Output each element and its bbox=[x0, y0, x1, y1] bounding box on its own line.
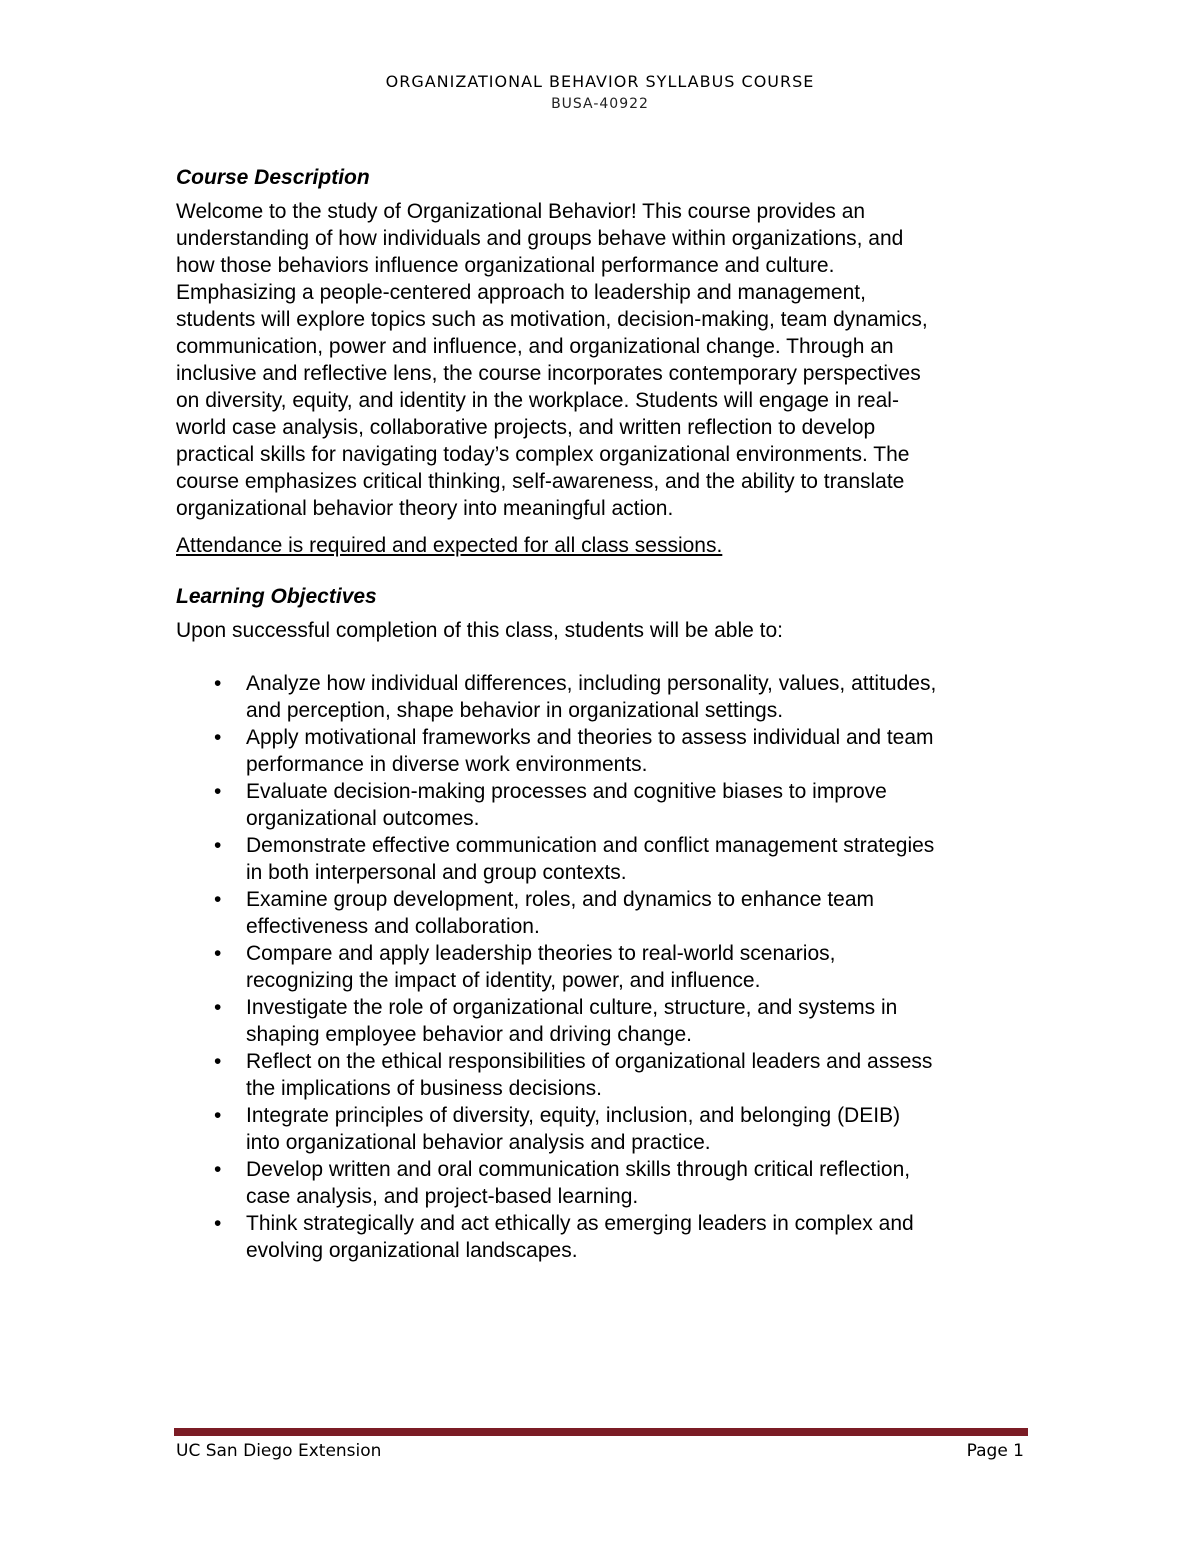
objective-line: Investigate the role of organizational culture, structure, and systems in bbox=[246, 996, 898, 1019]
objective-line: in both interpersonal and group contexts. bbox=[246, 861, 627, 884]
description-line: course emphasizes critical thinking, self-awareness, and the ability to translate bbox=[176, 470, 905, 493]
page-number: Page 1 bbox=[966, 1441, 1024, 1461]
objective-line: Apply motivational frameworks and theories to assess individual and team bbox=[246, 726, 934, 749]
description-line: understanding of how individuals and groups behave within organizations, and bbox=[176, 227, 904, 250]
bullet-icon: • bbox=[214, 834, 222, 857]
description-line: inclusive and reflective lens, the course incorporates contemporary perspectives bbox=[176, 362, 921, 385]
page-header bbox=[0, 71, 1200, 115]
description-line: on diversity, equity, and identity in the workplace. Students will engage in real- bbox=[176, 389, 899, 412]
description-line: Welcome to the study of Organizational Behavior! This course provides an bbox=[176, 200, 866, 223]
objective-item bbox=[176, 724, 1036, 778]
description-line: practical skills for navigating today’s complex organizational environments. The bbox=[176, 443, 910, 466]
attendance-notice: Attendance is required and expected for all class sessions. bbox=[176, 534, 723, 557]
bullet-icon: • bbox=[214, 1158, 222, 1181]
description-line: organizational behavior theory into meaningful action. bbox=[176, 497, 674, 520]
objective-item bbox=[176, 886, 1036, 940]
footer-organization: UC San Diego Extension bbox=[176, 1441, 382, 1461]
objective-line: Evaluate decision-making processes and cognitive biases to improve bbox=[246, 780, 887, 803]
description-line: communication, power and influence, and organizational change. Through an bbox=[176, 335, 894, 358]
footer-divider bbox=[174, 1428, 1028, 1436]
objective-item bbox=[176, 1156, 1036, 1210]
bullet-icon: • bbox=[214, 888, 222, 911]
objective-item bbox=[176, 832, 1036, 886]
main-content bbox=[176, 164, 1036, 1264]
course-code: BUSA-40922 bbox=[551, 96, 649, 112]
course-description-body bbox=[176, 198, 1036, 522]
description-line: students will explore topics such as motivation, decision-making, team dynamics, bbox=[176, 308, 928, 331]
objective-line: Develop written and oral communication skills through critical reflection, bbox=[246, 1158, 911, 1181]
bullet-icon: • bbox=[214, 672, 222, 695]
objective-line: Examine group development, roles, and dynamics to enhance team bbox=[246, 888, 875, 911]
objective-line: and perception, shape behavior in organizational settings. bbox=[246, 699, 784, 722]
objective-item bbox=[176, 994, 1036, 1048]
bullet-icon: • bbox=[214, 726, 222, 749]
objective-line: recognizing the impact of identity, power, and influence. bbox=[246, 969, 761, 992]
bullet-icon: • bbox=[214, 780, 222, 803]
objective-item bbox=[176, 1102, 1036, 1156]
bullet-icon: • bbox=[214, 996, 222, 1019]
objective-line: Compare and apply leadership theories to real-world scenarios, bbox=[246, 942, 836, 965]
objective-line: performance in diverse work environments. bbox=[246, 753, 648, 776]
description-line: Emphasizing a people-centered approach to leadership and management, bbox=[176, 281, 866, 304]
objectives-list bbox=[176, 670, 1036, 1264]
objective-line: case analysis, and project-based learning. bbox=[246, 1185, 639, 1208]
bullet-icon: • bbox=[214, 942, 222, 965]
objective-line: Think strategically and act ethically as emerging leaders in complex and bbox=[246, 1212, 914, 1235]
objective-line: into organizational behavior analysis and practice. bbox=[246, 1131, 711, 1154]
objective-item bbox=[176, 670, 1036, 724]
objective-line: Analyze how individual differences, including personality, values, attitudes, bbox=[246, 672, 937, 695]
objective-item bbox=[176, 1210, 1036, 1264]
bullet-icon: • bbox=[214, 1104, 222, 1127]
objective-line: shaping employee behavior and driving change. bbox=[246, 1023, 692, 1046]
objective-line: evolving organizational landscapes. bbox=[246, 1239, 578, 1262]
objectives-intro: Upon successful completion of this class, students will be able to: bbox=[176, 619, 783, 642]
description-line: world case analysis, collaborative projects, and written reflection to develop bbox=[176, 416, 876, 439]
objective-line: Integrate principles of diversity, equity, inclusion, and belonging (DEIB) bbox=[246, 1104, 901, 1127]
objective-item bbox=[176, 1048, 1036, 1102]
bullet-icon: • bbox=[214, 1050, 222, 1073]
learning-objectives-heading: Learning Objectives bbox=[176, 585, 377, 608]
description-line: how those behaviors influence organizational performance and culture. bbox=[176, 254, 835, 277]
objective-line: organizational outcomes. bbox=[246, 807, 480, 830]
objective-item bbox=[176, 778, 1036, 832]
bullet-icon: • bbox=[214, 1212, 222, 1235]
objective-line: the implications of business decisions. bbox=[246, 1077, 603, 1100]
course-description-heading: Course Description bbox=[176, 166, 370, 189]
objective-line: Demonstrate effective communication and conflict management strategies bbox=[246, 834, 935, 857]
document-title: ORGANIZATIONAL BEHAVIOR SYLLABUS COURSE bbox=[385, 72, 815, 91]
objective-item bbox=[176, 940, 1036, 994]
objective-line: Reflect on the ethical responsibilities of organizational leaders and assess bbox=[246, 1050, 933, 1073]
objective-line: effectiveness and collaboration. bbox=[246, 915, 540, 938]
